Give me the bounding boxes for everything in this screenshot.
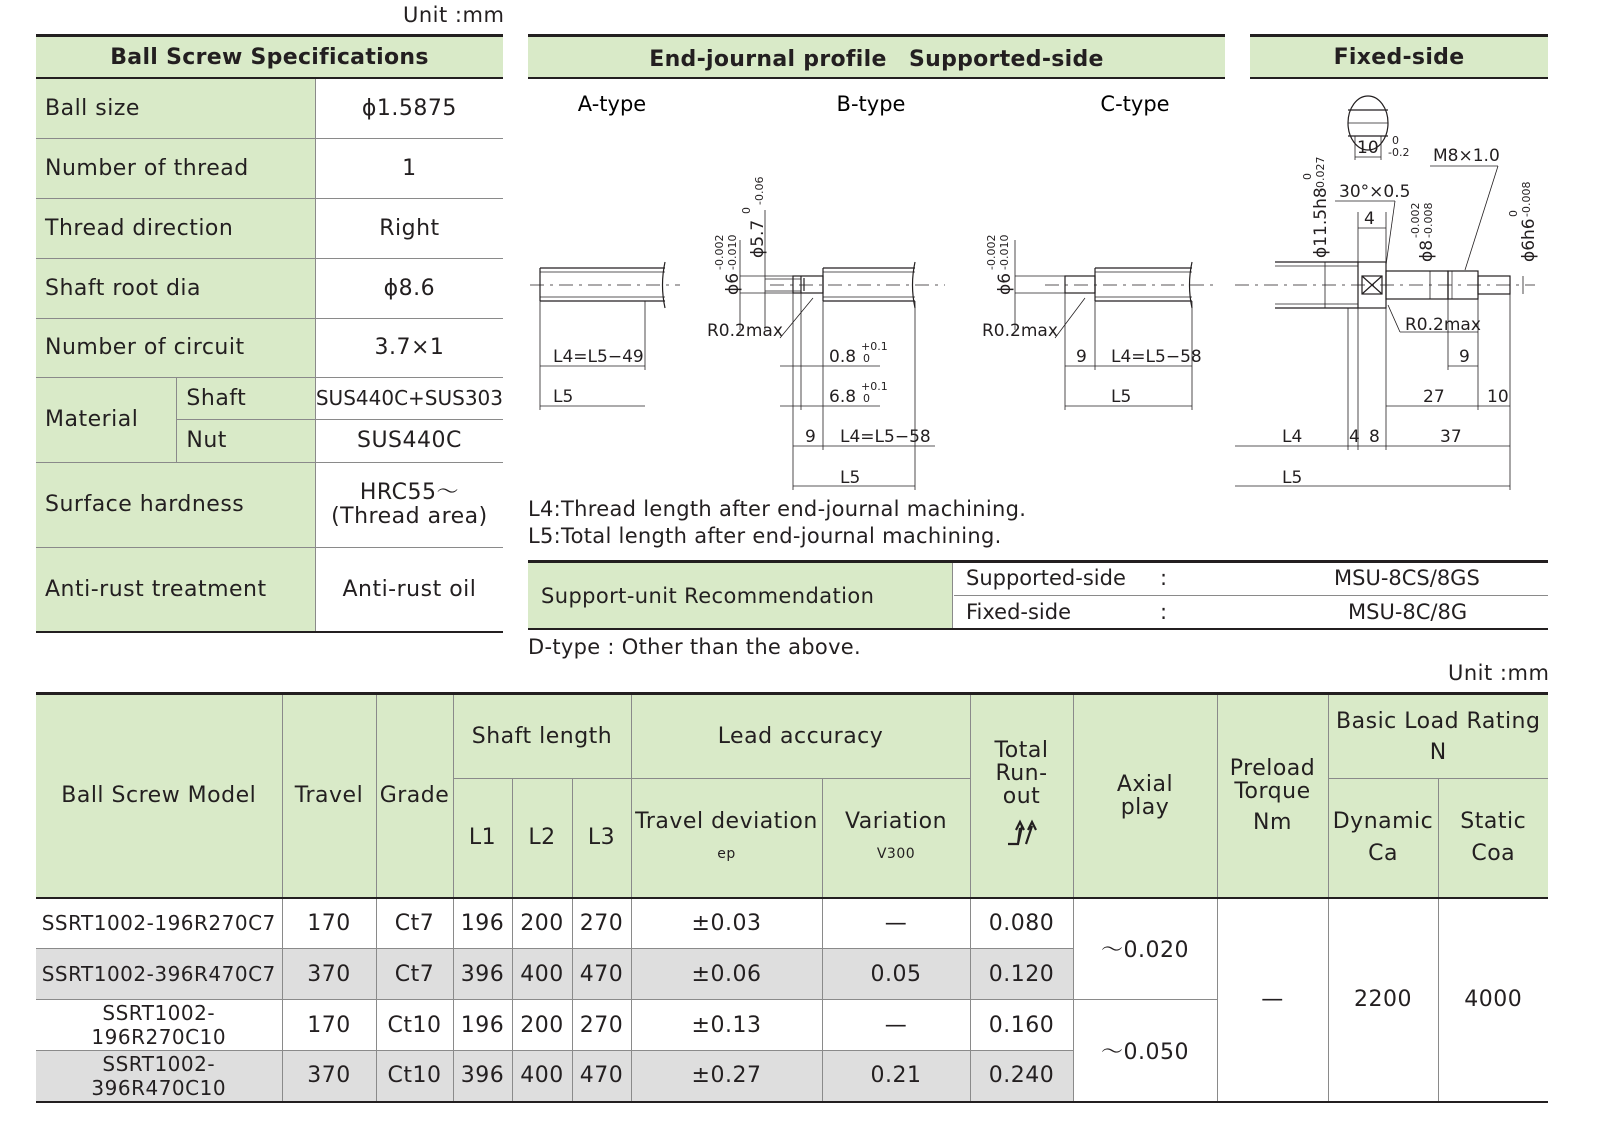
- b-68-tol-top: +0.1: [861, 380, 888, 393]
- cell-l1: 396: [453, 1051, 512, 1102]
- cell-l3: 470: [572, 949, 631, 1000]
- f-37-dim: 37: [1440, 427, 1462, 447]
- end-journal-title: End-journal profile Supported-side: [528, 34, 1225, 79]
- a-l4-dim: L4=L5−49: [553, 347, 644, 367]
- th-axial-play: [1073, 694, 1217, 898]
- c-phi6-tol-top: -0.002: [985, 234, 998, 270]
- material-shaft-label: Shaft: [177, 377, 315, 419]
- fixed-side-colon: :: [1160, 600, 1168, 624]
- cell-axial-play-c10: ～0.050: [1073, 1000, 1217, 1102]
- cell-variation: —: [822, 898, 970, 949]
- f-10-dim: 10: [1357, 138, 1379, 158]
- b-phi57-tol-top: 0: [740, 207, 753, 214]
- f-10-tol-bot: -0.2: [1388, 146, 1410, 159]
- f-l4-dim: L4: [1282, 427, 1303, 447]
- a-type-label: A-type: [577, 92, 647, 116]
- material-nut-value: SUS440C: [315, 419, 503, 462]
- th-travel-dev: [631, 779, 822, 898]
- b-68-dim: 6.8: [829, 387, 857, 407]
- cell-dynamic: 2200: [1328, 898, 1438, 1102]
- c-phi6-tol-bot: -0.010: [998, 234, 1011, 270]
- th-total-runout: [970, 694, 1073, 898]
- b-phi6-tol-top: -0.002: [713, 234, 726, 270]
- b-phi57-tol-bot: -0.06: [753, 176, 766, 205]
- f-10-tol-top: 0: [1392, 134, 1399, 147]
- b-08-dim: 0.8: [829, 347, 857, 367]
- cell-grade: Ct10: [376, 1051, 453, 1102]
- cell-model: SSRT1002-396R470C10: [36, 1051, 282, 1102]
- b-08-tol-top: +0.1: [861, 340, 888, 353]
- cell-model: SSRT1002-196R270C10: [36, 1000, 282, 1051]
- cell-l3: 270: [572, 898, 631, 949]
- cell-l1: 196: [453, 1000, 512, 1051]
- cell-model: SSRT1002-396R470C7: [36, 949, 282, 1000]
- f-phi6h6-tol-bot: -0.008: [1520, 181, 1533, 217]
- a-l5-dim: L5: [553, 387, 574, 407]
- th-l2: L2: [512, 779, 572, 898]
- cell-variation: —: [822, 1000, 970, 1051]
- th-variation: [822, 779, 970, 898]
- thread-direction-value: Right: [315, 198, 503, 258]
- cell-preload: —: [1217, 898, 1328, 1102]
- material-shaft-value: SUS440C+SUS303: [315, 377, 503, 419]
- support-unit-box: [528, 560, 1548, 630]
- supported-side-label: Supported-side: [966, 566, 1126, 590]
- note-l5: L5:Total length after end-journal machining.: [528, 524, 1002, 548]
- th-basic-load-unit: N: [1429, 739, 1447, 765]
- hardness-value-line1: HRC55～: [359, 479, 459, 505]
- model-table: [36, 692, 1548, 1103]
- c-r02-dim: R0.2max: [982, 321, 1058, 341]
- cell-travel-dev: ±0.03: [631, 898, 822, 949]
- c-l5-dim: L5: [1111, 387, 1132, 407]
- b-l5-dim: L5: [840, 468, 861, 488]
- th-travel-dev-label: Travel deviation: [635, 808, 818, 834]
- th-variation-label: Variation: [844, 808, 948, 834]
- shaft-root-value: ϕ8.6: [315, 258, 503, 318]
- ball-size-label: Ball size: [36, 79, 315, 138]
- th-model: Ball Screw Model: [36, 694, 282, 898]
- f-l5-dim: L5: [1282, 468, 1303, 488]
- material-label: Material: [36, 377, 177, 462]
- cell-l3: 270: [572, 1000, 631, 1051]
- cell-runout: 0.160: [970, 1000, 1073, 1051]
- th-total-runout-label: Total Run-out: [994, 737, 1049, 809]
- cell-axial-play-c7: ～0.020: [1073, 898, 1217, 1000]
- f-phi115-dim: ϕ11.5h8: [1311, 187, 1331, 258]
- unit-label-top: Unit :mm: [403, 3, 505, 27]
- th-shaft-length: Shaft length: [453, 694, 631, 779]
- antirust-label: Anti-rust treatment: [36, 547, 315, 632]
- th-preload: [1217, 694, 1328, 898]
- cell-grade: Ct10: [376, 1000, 453, 1051]
- f-4b-dim: 4: [1349, 427, 1360, 447]
- th-basic-load-label: Basic Load Rating: [1336, 708, 1541, 734]
- th-l3: L3: [572, 779, 631, 898]
- th-static: [1438, 779, 1548, 898]
- f-27-dim: 27: [1423, 387, 1445, 407]
- b-68-tol-bot: 0: [863, 392, 870, 405]
- spec-row-antirust: [36, 547, 503, 632]
- c-9-dim: 9: [1076, 347, 1087, 367]
- note-l4: L4:Thread length after end-journal machining.: [528, 497, 1027, 521]
- circuit-label: Number of circuit: [36, 318, 315, 377]
- end-journal-drawing: [0, 0, 1600, 500]
- total-runout-symbol-icon: [1004, 818, 1040, 848]
- b-08-tol-bot: 0: [863, 352, 870, 365]
- b-r02-dim: R0.2max: [707, 321, 783, 341]
- cell-travel: 370: [282, 949, 376, 1000]
- b-type-label: B-type: [836, 92, 906, 116]
- header-row-1: [36, 694, 1548, 779]
- supported-side-value: MSU-8CS/8GS: [1334, 566, 1480, 590]
- f-phi115-tol-top: 0: [1301, 173, 1314, 180]
- cell-travel-dev: ±0.13: [631, 1000, 822, 1051]
- c-phi6-dim: ϕ6: [995, 272, 1015, 295]
- th-static-label: Static: [1460, 808, 1527, 834]
- hardness-label: Surface hardness: [36, 462, 315, 547]
- th-travel-dev-sym: ep: [717, 845, 736, 862]
- f-phi6h6-dim: ϕ6h6: [1519, 218, 1539, 262]
- f-9-dim: 9: [1459, 347, 1470, 367]
- th-dynamic-label: Dynamic: [1332, 808, 1434, 834]
- thread-direction-label: Thread direction: [36, 198, 315, 258]
- unit-label-bottom: Unit :mm: [1448, 661, 1550, 685]
- support-unit-title: Support-unit Recommendation: [528, 563, 953, 628]
- c-type-label: C-type: [1100, 92, 1170, 116]
- f-phi6h6-tol-top: 0: [1507, 210, 1520, 217]
- thread-number-label: Number of thread: [36, 138, 315, 198]
- cell-static: 4000: [1438, 898, 1548, 1102]
- f-4-dim: 4: [1364, 209, 1375, 229]
- b-phi6-dim: ϕ6: [723, 272, 743, 295]
- th-preload-unit: Nm: [1253, 810, 1292, 836]
- b-l4-dim: L4=L5−58: [840, 427, 931, 447]
- b-9-dim: 9: [805, 427, 816, 447]
- th-basic-load: [1328, 694, 1548, 779]
- f-chamfer-dim: 30°×0.5: [1339, 182, 1411, 202]
- ball-size-value: ϕ1.5875: [315, 79, 503, 138]
- support-row-fixed: [954, 597, 1548, 628]
- hardness-value-line2: (Thread area): [331, 503, 488, 529]
- cell-grade: Ct7: [376, 898, 453, 949]
- cell-l2: 200: [512, 1000, 572, 1051]
- th-axial-play-label: Axial play: [1116, 771, 1174, 820]
- cell-l2: 400: [512, 1051, 572, 1102]
- cell-variation: 0.21: [822, 1051, 970, 1102]
- th-preload-label: Preload Torque: [1229, 756, 1316, 805]
- shaft-root-label: Shaft root dia: [36, 258, 315, 318]
- b-phi57-dim: ϕ5.7: [748, 219, 768, 258]
- cell-l1: 396: [453, 949, 512, 1000]
- b-phi6-tol-bot: -0.010: [726, 234, 739, 270]
- cell-l2: 200: [512, 898, 572, 949]
- fixed-side-label: Fixed-side: [966, 600, 1072, 624]
- cell-travel: 170: [282, 898, 376, 949]
- cell-l2: 400: [512, 949, 572, 1000]
- th-l1: L1: [453, 779, 512, 898]
- cell-runout: 0.080: [970, 898, 1073, 949]
- cell-variation: 0.05: [822, 949, 970, 1000]
- d-type-note: D-type : Other than the above.: [528, 635, 861, 659]
- c-l4-dim: L4=L5−58: [1111, 347, 1202, 367]
- cell-l1: 196: [453, 898, 512, 949]
- circuit-value: 3.7×1: [315, 318, 503, 377]
- fixed-side-title: Fixed-side: [1250, 34, 1548, 79]
- th-dynamic-sym: Ca: [1368, 840, 1398, 866]
- th-lead-accuracy: Lead accuracy: [631, 694, 970, 779]
- cell-runout: 0.120: [970, 949, 1073, 1000]
- f-phi8-tol-top: -0.002: [1409, 202, 1422, 238]
- f-10b-dim: 10: [1487, 387, 1509, 407]
- cell-l3: 470: [572, 1051, 631, 1102]
- cell-travel: 370: [282, 1051, 376, 1102]
- antirust-value: Anti-rust oil: [315, 547, 503, 632]
- thread-number-value: 1: [315, 138, 503, 198]
- spec-title: Ball Screw Specifications: [36, 34, 503, 79]
- th-dynamic: [1328, 779, 1438, 898]
- th-grade: Grade: [376, 694, 453, 898]
- table-row: [36, 898, 1548, 949]
- cell-travel-dev: ±0.06: [631, 949, 822, 1000]
- cell-model: SSRT1002-196R270C7: [36, 898, 282, 949]
- cell-travel: 170: [282, 1000, 376, 1051]
- f-r02-dim: R0.2max: [1405, 315, 1481, 335]
- th-variation-sym: V300: [876, 845, 916, 862]
- cell-travel-dev: ±0.27: [631, 1051, 822, 1102]
- f-phi115-tol-bot: -0.027: [1314, 156, 1327, 192]
- material-nut-label: Nut: [177, 419, 315, 462]
- supported-side-colon: :: [1160, 566, 1168, 590]
- f-m8-dim: M8×1.0: [1433, 146, 1500, 166]
- support-row-supported: [954, 563, 1548, 596]
- th-static-sym: Coa: [1471, 840, 1516, 866]
- f-phi8-tol-bot: -0.008: [1422, 202, 1435, 238]
- f-8-dim: 8: [1369, 427, 1380, 447]
- cell-grade: Ct7: [376, 949, 453, 1000]
- th-travel: Travel: [282, 694, 376, 898]
- fixed-side-value: MSU-8C/8G: [1348, 600, 1468, 624]
- f-phi8-dim: ϕ8: [1417, 239, 1437, 262]
- cell-runout: 0.240: [970, 1051, 1073, 1102]
